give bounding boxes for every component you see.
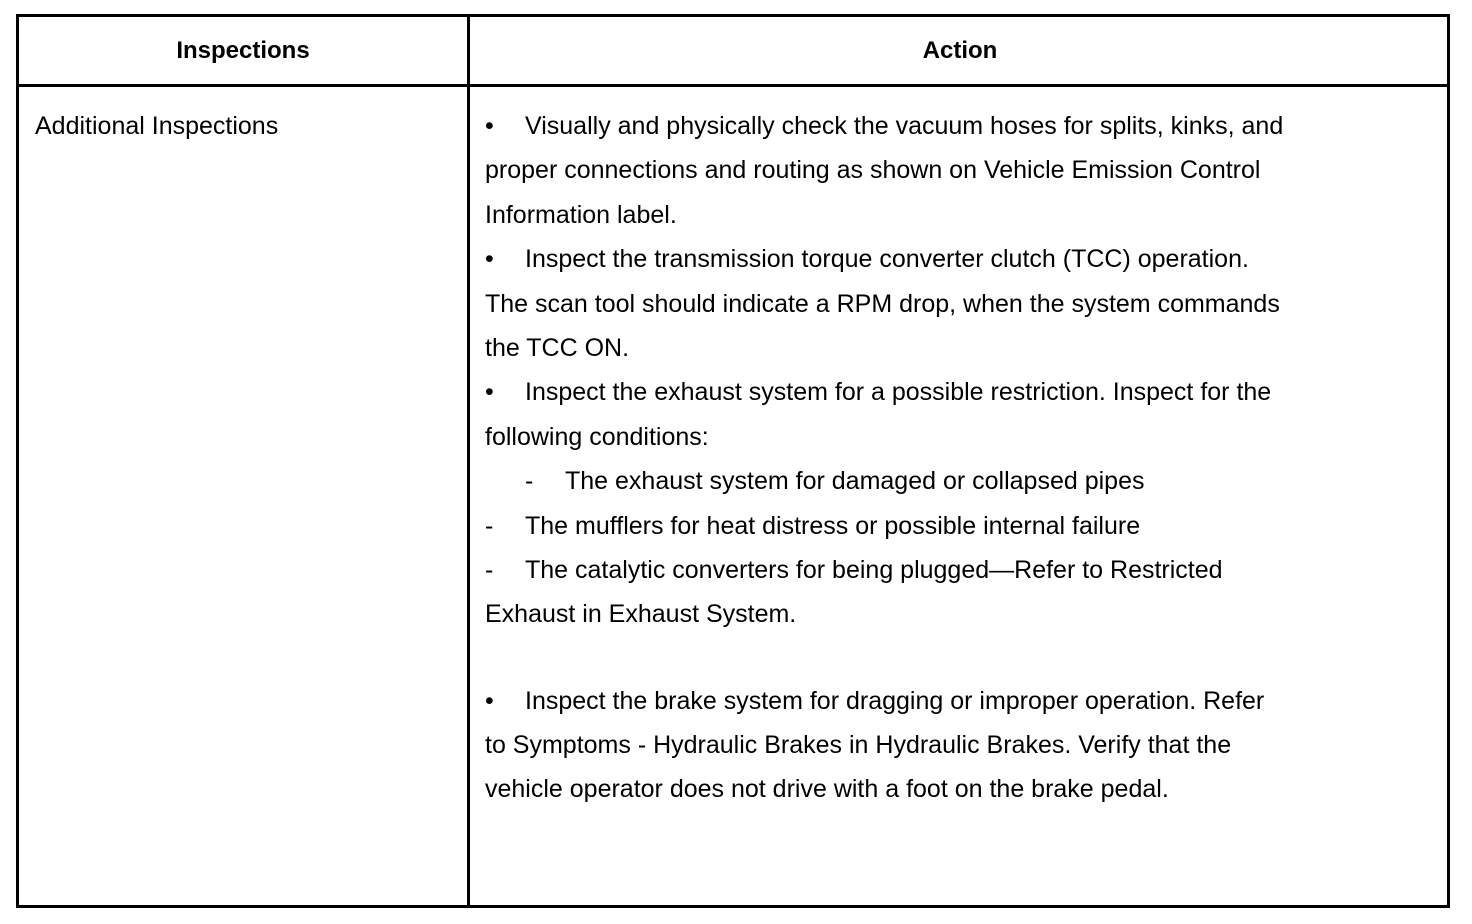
action-text: Inspect the exhaust system for a possible restriction. Inspect for the	[525, 378, 1272, 407]
action-item-3	[485, 370, 1385, 414]
bullet-mark: •	[485, 378, 494, 407]
action-text: proper connections and routing as shown on Vehicle Emission Control	[485, 156, 1261, 185]
action-text: Inspect the transmission torque converter clutch (TCC) operation.	[525, 245, 1249, 274]
dash-mark: -	[485, 511, 494, 540]
bullet-mark: •	[485, 245, 494, 274]
action-text: vehicle operator does not drive with a foot on the brake pedal.	[485, 775, 1169, 804]
action-item-1	[485, 104, 1385, 148]
bullet-mark: •	[485, 112, 494, 140]
action-text: Information label.	[485, 200, 677, 229]
action-text: to Symptoms - Hydraulic Brakes in Hydraulic Brakes. Verify that the	[485, 731, 1232, 760]
header-divider	[19, 84, 1447, 87]
action-text: the TCC ON.	[485, 333, 630, 362]
dash-mark: -	[525, 467, 534, 496]
header-inspections: Inspections	[176, 37, 310, 64]
sub-item-1	[485, 459, 1385, 503]
action-cell	[485, 104, 1385, 812]
action-item-2	[485, 237, 1385, 281]
bullet-mark: •	[485, 686, 494, 715]
action-text: The mufflers for heat distress or possible internal failure	[525, 511, 1141, 540]
sub-item-3	[485, 548, 1385, 592]
spacer	[485, 637, 1385, 679]
sub-item-2	[485, 504, 1385, 548]
action-item-4	[485, 679, 1385, 723]
inspection-table	[16, 14, 1450, 908]
action-text: The catalytic converters for being plugged—Refer to Restricted	[525, 555, 1223, 584]
action-text: The scan tool should indicate a RPM drop, when the system commands	[485, 289, 1280, 318]
action-text: Exhaust in Exhaust System.	[485, 600, 797, 629]
action-text: Inspect the brake system for dragging or improper operation. Refer	[525, 686, 1265, 715]
column-divider	[467, 17, 470, 905]
inspection-cell: Additional Inspections	[35, 112, 279, 140]
action-text: Visually and physically check the vacuum hoses for splits, kinks, and	[525, 112, 1284, 140]
dash-mark: -	[485, 555, 494, 584]
action-text: following conditions:	[485, 422, 709, 451]
header-action: Action	[922, 37, 998, 64]
action-text: The exhaust system for damaged or collapsed pipes	[565, 467, 1145, 496]
